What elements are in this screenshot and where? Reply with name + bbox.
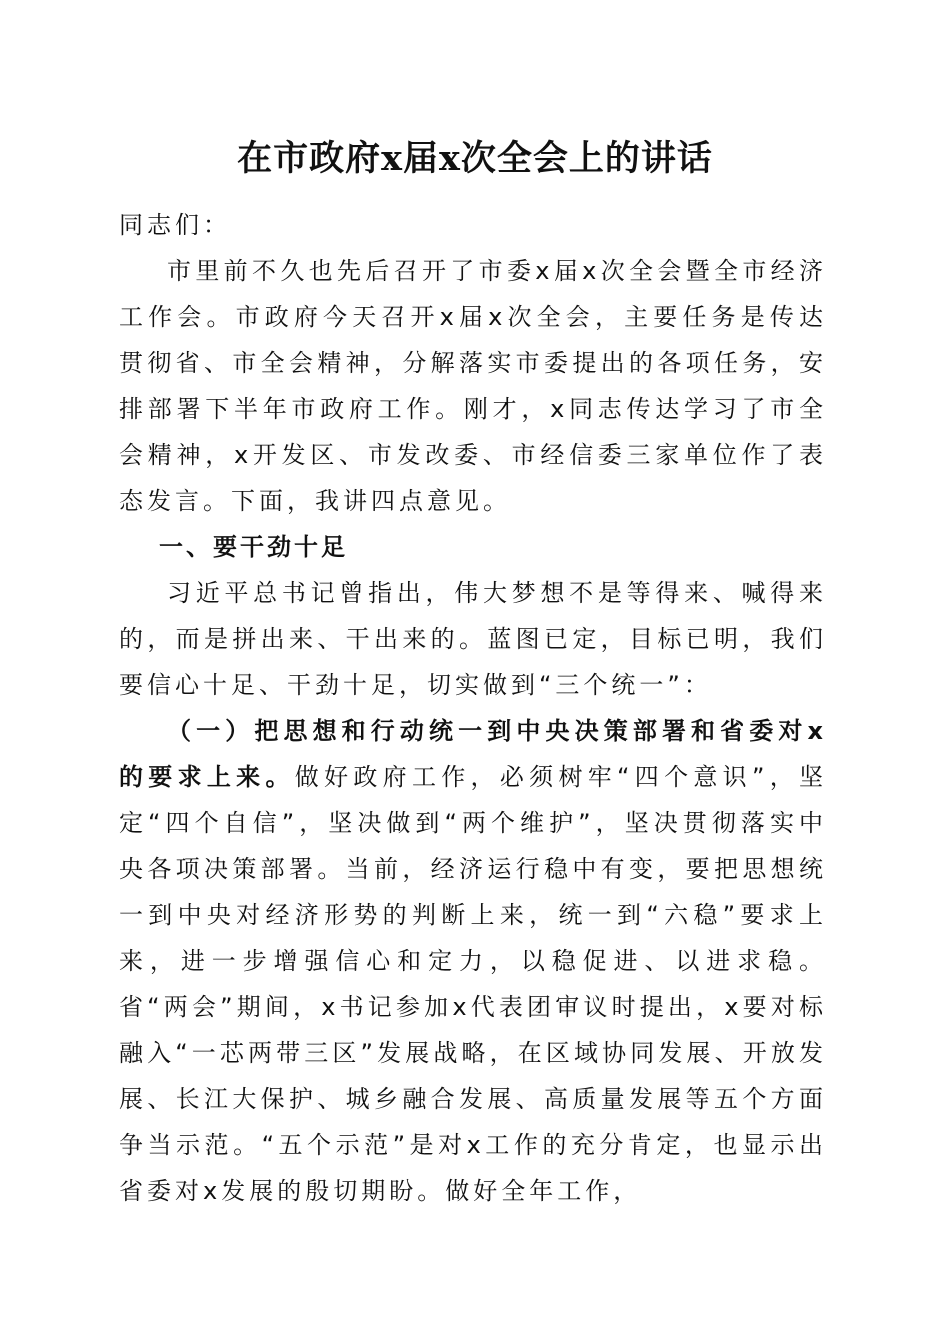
document-title: 在市政府x届x次全会上的讲话 [237,138,713,179]
section-1-paragraph: 习近平总书记曾指出，伟大梦想不是等得来、喊得来的，而是拼出来、干出来的。蓝图已定，目标已明，我们要信心十足、干劲十足，切实做到“三个统一”： [119,579,827,699]
subsection-1-paragraph [119,708,827,1214]
document-body [119,202,827,1214]
section-heading-1: 一、要干劲十足 [159,533,348,561]
subsection-1-lead: （一）把思想和行动统一到中央决策部署和省委对x的要求上来。 [119,717,827,791]
subsection-1-body: 做好政府工作，必须树牢“四个意识”，坚定“四个自信”，坚决做到“两个维护”，坚决贯彻落实中央各项决策部署。当前，经济运行稳中有变，要把思想统一到中央对经济形势的判断上来，统一到“六稳”要求上来，进一步增强信心和定力，以稳促进、以进求稳。省“两会”期间，x书记参加x代表团审议时提出，x要对标融入“一芯两带三区”发展战略，在区域协同发展、开放发展、长江大保护、城乡融合发展、高质量发展等五个方面争当示范。“五个示范”是对x工作的充分肯定，也显示出省委对x发展的殷切期盼。做好全年工作， [119,763,827,1205]
intro-paragraph: 市里前不久也先后召开了市委x届x次全会暨全市经济工作会。市政府今天召开x届x次全会，主要任务是传达贯彻省、市全会精神，分解落实市委提出的各项任务，安排部署下半年市政府工作。刚才，x同志传达学习了市全会精神，x开发区、市发改委、市经信委三家单位作了表态发言。下面，我讲四点意见。 [119,257,827,515]
salutation: 同志们： [119,211,231,239]
